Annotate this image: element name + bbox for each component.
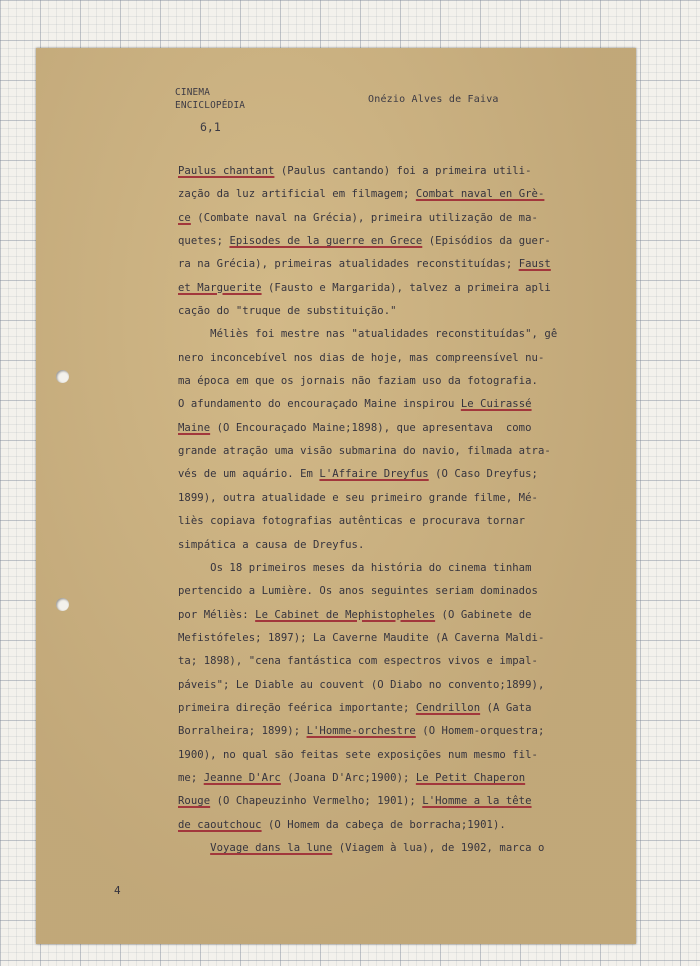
text-run: (O Homem-orquestra; xyxy=(415,725,545,738)
underlined-title: Le Petit Chaperon xyxy=(415,771,526,784)
text-run: (Fausto e Margarida), talvez a primeira apli xyxy=(261,281,551,294)
text-line xyxy=(178,720,608,743)
underlined-title: Voyage dans la lune xyxy=(210,841,333,854)
text-run: Méliès foi mestre nas "atualidades reconstituídas", gê xyxy=(178,328,558,341)
text-run: (O Homem da cabeça de borracha;1901). xyxy=(261,818,506,831)
underlined-title: Maine xyxy=(178,421,211,434)
text-run: (Paulus cantando) foi a primeira utili- xyxy=(274,165,532,177)
text-run: simpática a causa de Dreyfus. xyxy=(178,538,365,551)
category-label-2: ENCICLOPÉDIA xyxy=(175,100,246,111)
text-run: liès copiava fotografias autênticas e procurava tornar xyxy=(178,515,526,528)
text-run: nero inconcebível nos dias de hoje, mas compreensível nu- xyxy=(178,351,545,364)
underlined-title: L'Homme a la tête xyxy=(422,795,532,808)
category-label: CINEMA xyxy=(175,87,211,98)
text-run: 1899), outra atualidade e seu primeiro grande filme, Mé- xyxy=(178,491,538,504)
punch-hole xyxy=(56,370,69,383)
underlined-title: Combat naval en Grè- xyxy=(415,188,545,201)
text-run: (Joana D'Arc;1900); xyxy=(280,771,416,784)
underlined-title: Jeanne D'Arc xyxy=(203,771,281,784)
text-line xyxy=(178,417,608,440)
text-run: grande atração uma visão submarina do navio, filmada atra- xyxy=(178,445,551,458)
text-run: Mefistófeles; 1897); La Caverne Maudite (A Caverna Maldi- xyxy=(178,631,545,644)
text-run: (O Gabinete de xyxy=(435,608,532,621)
text-run: O afundamento do encouraçado Maine inspirou xyxy=(178,398,461,411)
text-run: Borralheira; 1899); xyxy=(178,725,307,738)
text-line xyxy=(178,814,608,837)
text-line xyxy=(178,183,608,206)
underlined-title: Cendrillon xyxy=(415,701,481,714)
underlined-title: Paulus chantant xyxy=(178,165,275,177)
text-line xyxy=(178,767,608,790)
underlined-title: L'Affaire Dreyfus xyxy=(319,468,429,481)
text-line xyxy=(178,347,608,370)
page-mark: 4 xyxy=(114,884,121,897)
text-line xyxy=(178,160,608,183)
text-line xyxy=(178,557,608,580)
text-run: Os 18 primeiros meses da história do cinema tinham xyxy=(178,561,532,574)
text-run: por Méliès: xyxy=(178,608,256,621)
text-line xyxy=(178,440,608,463)
text-line xyxy=(178,580,608,603)
section-number: 6,1 xyxy=(200,120,221,134)
underlined-title: Faust xyxy=(518,258,551,271)
text-run: (Viagem à lua), de 1902, marca o xyxy=(332,841,545,854)
text-run: ta; 1898), "cena fantástica com espectros vivos e impal- xyxy=(178,655,538,668)
text-run: (O Encouraçado Maine;1898), que apresentava como xyxy=(210,421,532,434)
text-run xyxy=(178,842,210,854)
text-line xyxy=(178,487,608,510)
text-line xyxy=(178,253,608,276)
underlined-title: Le Cabinet de Mephistopheles xyxy=(255,608,436,621)
text-line xyxy=(178,534,608,557)
text-run: (O Chapeuzinho Vermelho; 1901); xyxy=(210,795,423,808)
text-run: (O Caso Dreyfus; xyxy=(428,468,538,481)
underlined-title: Rouge xyxy=(178,795,211,808)
document-body xyxy=(178,160,608,860)
text-line xyxy=(178,510,608,533)
text-line xyxy=(178,463,608,486)
underlined-title: Episodes de la guerre en Grece xyxy=(229,235,423,248)
text-line xyxy=(178,300,608,323)
text-run: (Episódios da guer- xyxy=(422,235,551,248)
text-line xyxy=(178,277,608,300)
text-run: quetes; xyxy=(178,235,230,248)
text-line xyxy=(178,650,608,673)
text-run: primeira direção feérica importante; xyxy=(178,701,416,714)
author-name: Onézio Alves de Faiva xyxy=(368,94,499,105)
text-line xyxy=(178,207,608,230)
text-run: pertencido a Lumière. Os anos seguintes seriam dominados xyxy=(178,585,538,598)
text-line xyxy=(178,837,608,860)
text-line xyxy=(178,627,608,650)
text-line xyxy=(178,370,608,393)
text-line xyxy=(178,604,608,627)
text-line xyxy=(178,393,608,416)
text-run: me; xyxy=(178,771,204,784)
text-line xyxy=(178,744,608,767)
text-run: cação do "truque de substituição." xyxy=(178,305,397,318)
text-line xyxy=(178,674,608,697)
text-run: ma época em que os jornais não faziam uso da fotografia. xyxy=(178,375,538,388)
underlined-title: ce xyxy=(178,211,191,224)
text-run: páveis"; Le Diable au couvent (O Diabo no convento;1899), xyxy=(178,678,545,691)
punch-hole xyxy=(56,598,69,611)
text-line xyxy=(178,697,608,720)
text-run: (Combate naval na Grécia), primeira utilização de ma- xyxy=(190,211,538,224)
underlined-title: et Marguerite xyxy=(178,281,262,294)
text-line xyxy=(178,230,608,253)
underlined-title: de caoutchouc xyxy=(178,818,262,831)
text-line xyxy=(178,790,608,813)
text-run: (A Gata xyxy=(480,701,532,714)
text-run: ra na Grécia), primeiras atualidades reconstituídas; xyxy=(178,258,519,271)
text-run: 1900), no qual são feitas sete exposições num mesmo fil- xyxy=(178,748,538,761)
text-run: zação da luz artificial em filmagem; xyxy=(178,188,416,201)
underlined-title: Le Cuirassé xyxy=(460,398,532,411)
underlined-title: L'Homme-orchestre xyxy=(306,725,416,738)
text-line xyxy=(178,323,608,346)
text-run: vés de um aquário. Em xyxy=(178,468,320,481)
